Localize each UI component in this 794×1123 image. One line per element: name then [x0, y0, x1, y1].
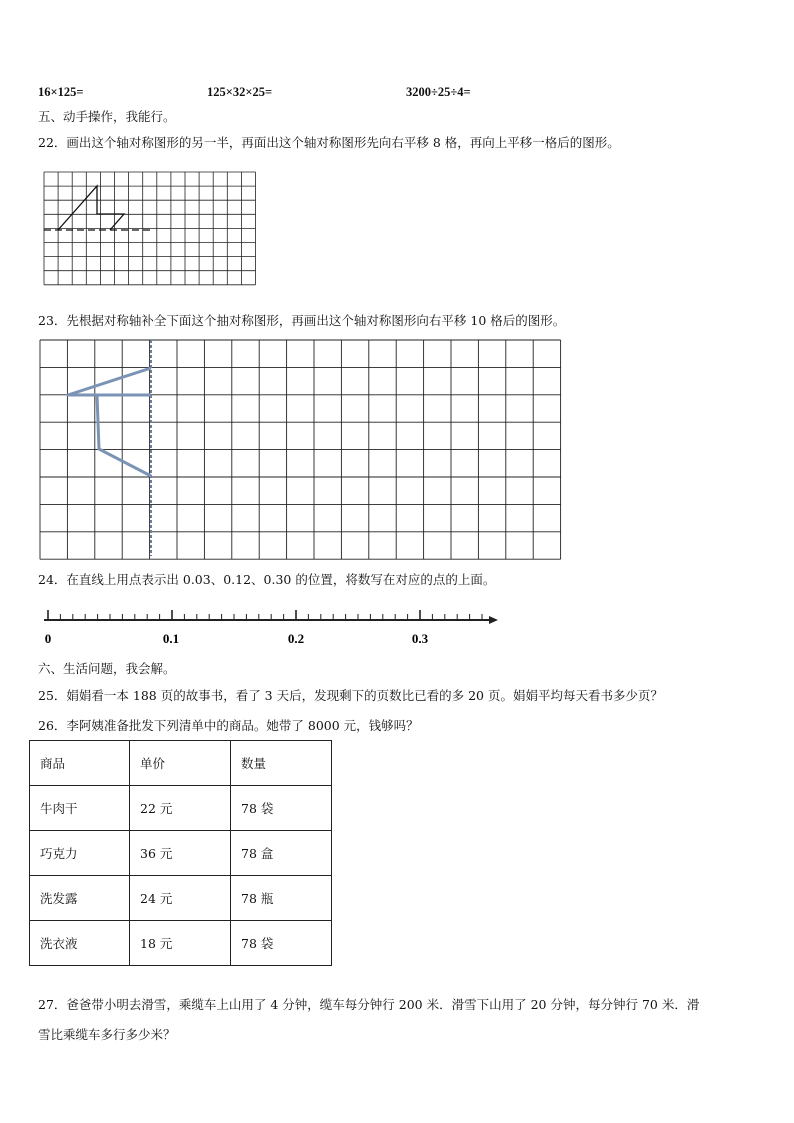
table-row [30, 831, 332, 876]
q23-grid [40, 340, 563, 558]
question-25: 25．娟娟看一本 188 页的故事书，看了 3 天后，发现剩下的页数比已看的多 20 页。娟娟平均每天看书多少页？ [38, 688, 663, 703]
table-header-cell: 数量 [231, 741, 332, 786]
section-5-heading: 五、动手操作，我能行。 [38, 109, 176, 124]
table-cell: 24 元 [130, 876, 231, 921]
table-cell: 22 元 [130, 786, 231, 831]
question-27-line-1: 27．爸爸带小明去滑雪，乘缆车上山用了 4 分钟，缆车每分钟行 200 米．滑雪下山用了 20 分钟，每分钟行 70 米．滑 [38, 997, 700, 1012]
table-cell: 36 元 [130, 831, 231, 876]
table-row [30, 921, 332, 966]
q23-figure-lower [97, 395, 151, 476]
calc-expr-2: 125×32×25= [207, 85, 273, 99]
table-cell: 18 元 [130, 921, 231, 966]
calc-expr-1: 16×125= [38, 85, 84, 99]
q23-figure-half [68, 368, 151, 395]
number-line-label-0.3: 0.3 [411, 631, 429, 646]
table-cell: 78 盒 [231, 831, 332, 876]
table-cell: 洗发露 [30, 876, 130, 921]
calc-expr-3: 3200÷25÷4= [406, 85, 471, 99]
number-line-label-0: 0 [44, 631, 52, 646]
table-cell: 78 袋 [231, 786, 332, 831]
table-header-row [30, 741, 332, 786]
question-24: 24．在直线上用点表示出 0.03、0.12、0.30 的位置，将数写在对应的点的上面。 [38, 572, 496, 587]
table-cell: 巧克力 [30, 831, 130, 876]
table-row [30, 876, 332, 921]
question-23: 23．先根据对称轴补全下面这个抽对称图形，再画出这个轴对称图形向右平移 10 格后的图形。 [38, 313, 566, 328]
table-cell: 牛肉干 [30, 786, 130, 831]
table-cell: 78 瓶 [231, 876, 332, 921]
number-line-label-0.2: 0.2 [287, 631, 305, 646]
table-cell: 洗衣液 [30, 921, 130, 966]
question-26: 26．李阿姨准备批发下列清单中的商品。她带了 8000 元，钱够吗？ [38, 718, 419, 733]
table-cell: 78 袋 [231, 921, 332, 966]
number-line-label-0.1: 0.1 [162, 631, 180, 646]
goods-table [29, 740, 332, 966]
question-27-line-2: 雪比乘缆车多行多少米？ [38, 1027, 176, 1042]
table-header-cell: 商品 [30, 741, 130, 786]
number-line [40, 606, 500, 650]
question-22: 22．画出这个轴对称图形的另一半，再面出这个轴对称图形先向右平移 8 格，再向上平移一格后的图形。 [38, 135, 620, 150]
number-line-arrow [489, 616, 498, 624]
table-header-cell: 单价 [130, 741, 231, 786]
table-row [30, 786, 332, 831]
section-6-heading: 六、生活问题，我会解。 [38, 661, 176, 676]
q22-grid [44, 172, 258, 290]
